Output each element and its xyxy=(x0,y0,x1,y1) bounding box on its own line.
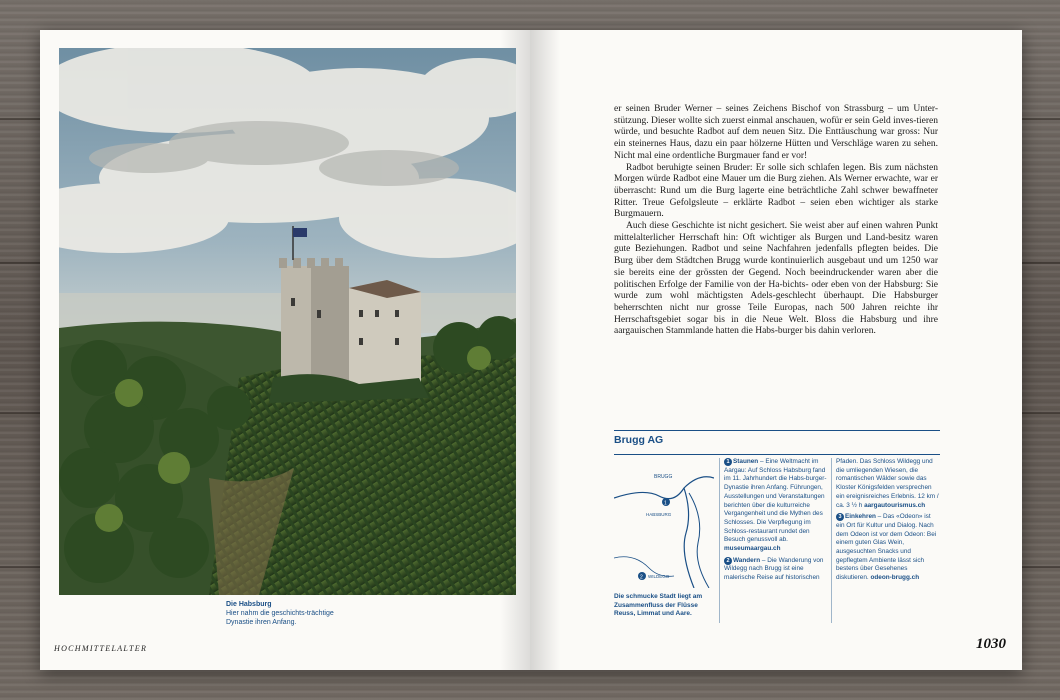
svg-text:BRUGG: BRUGG xyxy=(654,474,673,480)
running-footer: HOCHMITTELALTER xyxy=(54,644,148,653)
info-column-1 xyxy=(724,458,827,586)
right-page xyxy=(530,30,1022,670)
gutter-shadow xyxy=(530,30,560,670)
svg-text:2: 2 xyxy=(640,574,643,581)
caption-title: Die Habsburg xyxy=(226,601,272,608)
paragraph: Auch diese Geschichte ist nicht gesichert. Sie weist aber auf einen wahren Punkt mittelalterlicher Herrschaft hin: Oft wichtiger als Burgen und Land-besitz waren gute Beziehungen. Radbot und seine Nachfahren jedenfalls pflegten beides. Die Burg über dem Städtchen Brugg wurde kontinuierlich ausgebaut und um 1250 war sie bereits eine der grössten der Gegend. Noch beeindruckender waren aber die politischen Erfolge der Familie von der Ha-bichts- oder eben von der Habsburg: Sie wurde zum wohl mächtigsten Adels-geschlecht überhaupt. Die Habsburger beherrschten nicht nur grosse Teile Europas, nach 500 Jahren reichte ihr Herrschaftsgebiet sogar bis in die Neue Welt. Bloss die Habsburg und ihre aargauischen Stammlande hatten die Habs-burger bis dahin verloren. xyxy=(614,221,938,337)
info-column-2 xyxy=(836,458,939,586)
article-body xyxy=(614,104,938,338)
info-columns xyxy=(614,456,940,626)
flag-icon xyxy=(293,228,307,237)
river-map xyxy=(614,458,714,588)
link-aargautourismus[interactable]: aargautourismus.ch xyxy=(864,501,926,509)
photo-caption xyxy=(226,600,336,627)
paragraph: Radbot beruhigte seinen Bruder: Er solle sich schlafen legen. Bis zum nächsten Morgen würde Radbot eine Mauer um die Burg ziehen. Als Werner erwachte, war er überrascht: Rund um die Burg lagerte eine beträchtliche Zahl schwer bewaffneter Ritter. Treue Gefolgsleute – erklärte Radbot – seien eben wichtiger als starke Burgmauern. xyxy=(614,162,938,220)
column-divider xyxy=(831,458,832,623)
number-2-icon: 2 xyxy=(724,557,732,565)
paragraph: er seinen Bruder Werner – seines Zeichens Bischof von Strassburg – um Unter-stützung. Dieser wollte sich zuerst einmal anschauen, wofür er sein Geld inves-tieren würde, und besuchte Radbot auf dem neuen Sitz. Die Enttäuschung war gross: Nur ein steinernes Haus, dazu ein paar hölzerne Hütten und Verschläge waren zu sehen. Nicht mal eine ordentliche Burgmauer fand er vor! xyxy=(614,104,938,161)
link-odeon[interactable]: odeon-brugg.ch xyxy=(870,574,920,582)
open-book xyxy=(40,30,1022,670)
info-item-staunen: 1 Staunen – Eine Weltmacht im Aargau: Auf Schloss Habsburg fand im 11. Jahrhundert die Habs-burger-Dynastie ihren Anfang. Führungen, Ausstellungen und Veranstaltungen berichten über die kulturreiche Vergangenheit und die Mythen des Schlosses. Die Verpflegung im Schloss-restaurant rundet den Besuch genussvoll ab. museumaargau.ch xyxy=(724,458,827,553)
number-1-icon: 1 xyxy=(724,458,732,466)
map-caption: Die schmucke Stadt liegt am Zusammenfluss der Flüsse Reuss, Limmat und Aare. xyxy=(614,593,703,617)
left-page xyxy=(40,30,530,670)
link-museumaargau[interactable]: museumaargau.ch xyxy=(724,545,781,553)
number-3-icon: 3 xyxy=(836,513,844,521)
svg-text:WILDEGG: WILDEGG xyxy=(648,574,670,579)
info-box-title: Brugg AG xyxy=(614,430,940,450)
info-item-wandern: 2 Wandern – Die Wanderung von Wildegg nach Brugg ist eine malerische Reise auf historischen xyxy=(724,556,824,582)
info-item-einkehren: 3 Einkehren – Das «Odeon» ist ein Ort für Kultur und Dialog. Nach dem Odeon ist vor dem Odeon: Bei einem guten Glas Wein, ausgesuchten Snacks und gepflegtem Ambiente lässt sich bestens über Gesehenes diskutieren. odeon-brugg.ch xyxy=(836,513,937,582)
column-divider xyxy=(719,458,720,623)
divider xyxy=(614,454,940,455)
page-number: 1030 xyxy=(976,636,1006,652)
svg-text:HABSBURG: HABSBURG xyxy=(646,512,672,517)
info-item-wandern-continued: Pfaden. Das Schloss Wildegg und die umliegenden Wiesen, die romantischen Wälder sowie das Kloster Königsfelden versprechen ein ereignisreiches Erlebnis. 12 km / ca. 3 ½ h aargautourismus.ch xyxy=(836,458,939,509)
caption-text: Hier nahm die geschichts-trächtige Dynastie ihren Anfang. xyxy=(226,610,334,626)
habsburg-castle-illustration xyxy=(59,48,516,595)
castle-photo xyxy=(59,48,516,595)
svg-text:1: 1 xyxy=(664,500,667,507)
info-box xyxy=(614,430,940,617)
